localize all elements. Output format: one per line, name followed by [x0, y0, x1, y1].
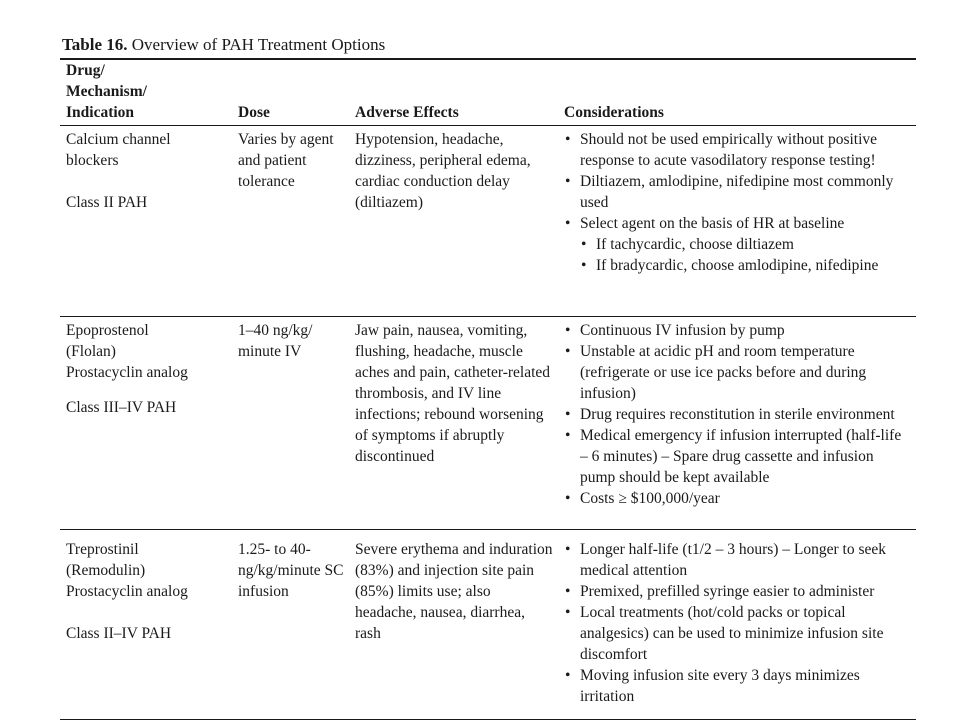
header-drug-line: Mechanism/ — [66, 83, 147, 100]
pah-treatment-table — [60, 58, 916, 720]
list-item: • Continuous IV infusion by pump — [564, 320, 912, 341]
list-item: • Costs ≥ $100,000/year — [564, 488, 912, 509]
drug-cell — [60, 317, 232, 530]
list-item: • Longer half-life (t1/2 – 3 hours) – Longer to seek medical attention — [564, 539, 912, 581]
drug-line: Treprostinil — [66, 541, 139, 558]
adverse-effects-cell: Hypotension, headache, dizziness, peripheral edema, cardiac conduction delay (diltiazem) — [349, 126, 558, 317]
dose-cell: 1–40 ng/kg/ minute IV — [232, 317, 349, 530]
table-row — [60, 317, 916, 530]
header-dose: Dose — [232, 59, 349, 126]
sub-list-item: • If bradycardic, choose amlodipine, nifedipine — [564, 255, 912, 276]
considerations-cell — [558, 126, 916, 317]
dose-cell: 1.25- to 40-ng/kg/minute SC infusion — [238, 541, 344, 600]
indication: Class II–IV PAH — [66, 625, 172, 642]
drug-cell — [60, 530, 232, 720]
list-item: • Diltiazem, amlodipine, nifedipine most commonly used — [564, 171, 912, 213]
table-title-text: Overview of PAH Treatment Options — [127, 35, 386, 54]
drug-line: blockers — [66, 152, 119, 169]
drug-cell — [60, 126, 232, 317]
table-title — [62, 34, 385, 56]
drug-line: Prostacyclin analog — [66, 583, 188, 600]
header-drug-line: Indication — [66, 104, 135, 121]
header-drug-line: Drug/ — [66, 62, 105, 79]
drug-line: Prostacyclin analog — [66, 364, 188, 381]
dose-cell: Varies by agent and patient tolerance — [232, 126, 349, 317]
list-item: • Select agent on the basis of HR at baseline — [564, 213, 912, 234]
list-item: • Drug requires reconstitution in sterile environment — [564, 404, 912, 425]
list-item: • Premixed, prefilled syringe easier to administer — [564, 581, 912, 602]
adverse-effects-cell: Jaw pain, nausea, vomiting, flushing, headache, muscle aches and pain, catheter-related thrombosis, and IV line infections; rebound worsening of symptoms if abruptly discontinued — [349, 317, 558, 530]
table-row — [60, 530, 916, 720]
considerations-cell — [558, 317, 916, 530]
header-adverse-effects: Adverse Effects — [349, 59, 558, 126]
header-considerations: Considerations — [558, 59, 916, 126]
indication: Class II PAH — [66, 194, 148, 211]
list-item: • Local treatments (hot/cold packs or topical analgesics) can be used to minimize infusion site discomfort — [564, 602, 912, 665]
indication: Class III–IV PAH — [66, 399, 177, 416]
list-item: • Unstable at acidic pH and room temperature (refrigerate or use ice packs before and during infusion) — [564, 341, 912, 404]
drug-line: (Remodulin) — [66, 562, 146, 579]
drug-line: Calcium channel — [66, 131, 171, 148]
list-item: • Moving infusion site every 3 days minimizes irritation — [564, 665, 912, 707]
considerations-cell — [558, 530, 916, 720]
drug-line: Epoprostenol — [66, 322, 149, 339]
adverse-effects-cell: Severe erythema and induration (83%) and injection site pain (85%) limits use; also headache, nausea, diarrhea, rash — [355, 541, 553, 642]
header-drug — [60, 59, 232, 126]
sub-list-item: • If tachycardic, choose diltiazem — [564, 234, 912, 255]
drug-line: (Flolan) — [66, 343, 116, 360]
table-number: Table 16. — [62, 35, 128, 54]
table-row — [60, 126, 916, 317]
header-row — [60, 59, 916, 126]
list-item: • Should not be used empirically without positive response to acute vasodilatory response testing! — [564, 129, 912, 171]
list-item: • Medical emergency if infusion interrupted (half-life – 6 minutes) – Spare drug cassette and infusion pump should be kept available — [564, 425, 912, 488]
